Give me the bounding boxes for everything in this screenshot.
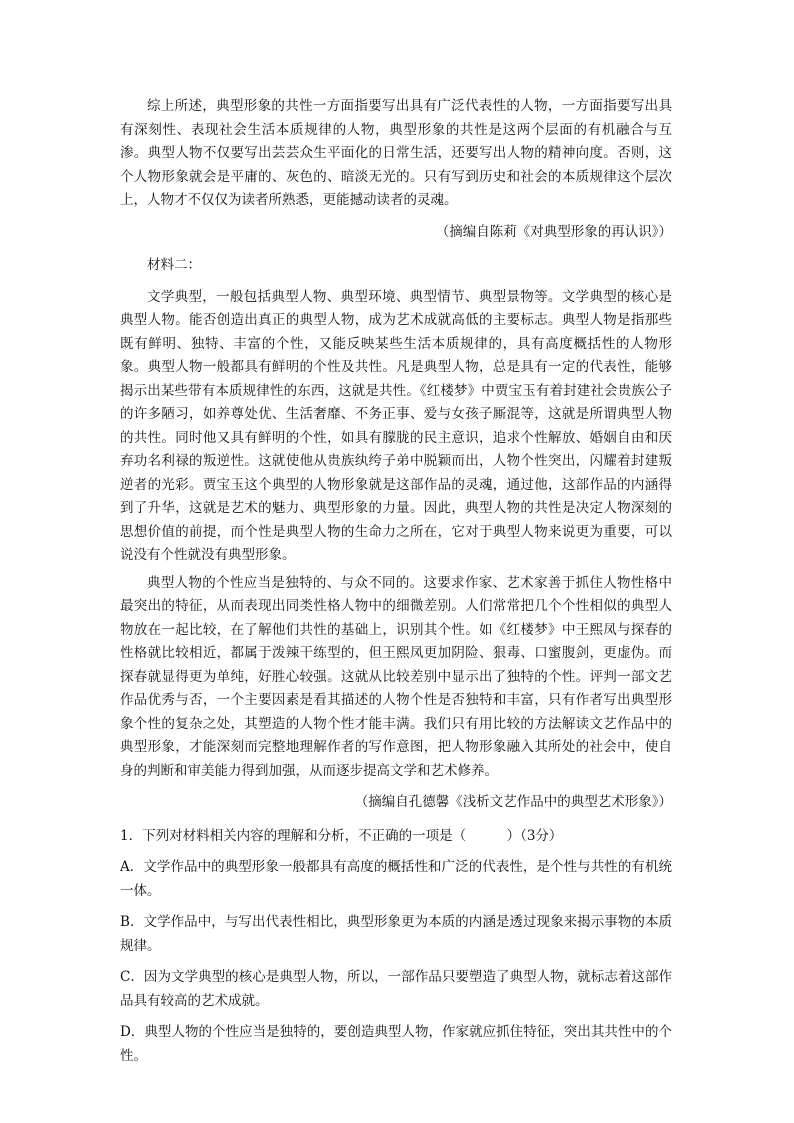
question-1-option-c: C．因为文学典型的核心是典型人物，所以，一部作品只要塑造了典型人物，就标志着这部作品具有较高的艺术成就。 [120,969,672,1009]
question-1-option-b: B．文学作品中，与写出代表性相比，典型形象更为本质的内涵是透过现象来揭示事物的本质规律。 [120,914,672,954]
material-2-paragraph-2: 典型人物的个性应当是独特的、与众不同的。这要求作家、艺术家善于抓住人物性格中最突出的特征，从而表现出同类性格人物中的细微差别。人们常常把几个个性相似的典型人物放在一起比较，在了解他们共性的基础上，识别其个性。如《红楼梦》中王熙凤与探春的性格就比较相近，都属于泼辣干练型的，但王熙凤更加阴险、狠毒、口蜜腹剑，更虚伪。而探春就显得更为单纯，好胜心较强。这就从比较差别中显示出了独特的个性。评判一部文艺作品优秀与否，一个主要因素是看其描述的人物个性是否独特和丰富，只有作者写出典型形象个性的复杂之处，其塑造的人物个性才能丰满。我们只有用比较的方法解读文艺作品中的典型形象，才能深刻而完整地理解作者的写作意图，把人物形象融入其所处的社会中，使自身的判断和审美能力得到加强，从而逐步提高文学和艺术修养。 [120,574,672,779]
source-citation-1: （摘编自陈莉《对典型形象的再认识》） [435,223,672,240]
document-page [120,95,672,1068]
material-2-label: 材料二： [147,257,201,273]
question-1-option-d: D．典型人物的个性应当是独特的，要创造典型人物，作家就应抓住特征，突出其共性中的个性。 [120,1024,672,1064]
material-2-paragraph-1: 文学典型，一般包括典型人物、典型环境、典型情节、典型景物等。文学典型的核心是典型人物。能否创造出真正的典型人物，成为艺术成就高低的主要标志。典型人物是指那些既有鲜明、独特、丰富的个性，又能反映某些生活本质规律的，具有高度概括性的人物形象。典型人物一般都具有鲜明的个性及共性。凡是典型人物，总是具有一定的代表性，能够揭示出某些带有本质规律性的东西，这就是共性。《红楼梦》中贾宝玉有着封建社会贵族公子的许多陋习，如养尊处优、生活奢靡、不务正事、爱与女孩子厮混等，这就是所谓典型人物的共性。同时他又具有鲜明的个性，如具有朦胧的民主意识，追求个性解放、婚姻自由和厌弃功名利禄的叛逆性。这就使他从贵族纨绔子弟中脱颖而出，人物个性突出，闪耀着封建叛逆者的光彩。贾宝玉这个典型的人物形象就是这部作品的灵魂，通过他，这部作品的内涵得到了升华，这就是艺术的魅力、典型形象的力量。因此，典型人物的共性是决定人物深刻的思想价值的前提，而个性是典型人物的生命力之所在，它对于典型人物来说更为重要，可以说没有个性就没有典型形象。 [120,288,672,563]
question-1-option-a: A．文学作品中的典型形象一般都具有高度的概括性和广泛的代表性，是个性与共性的有机统一体。 [120,859,672,899]
question-1-stem: 1．下列对材料相关内容的理解和分析，不正确的一项是（ ）（3分） [120,827,563,844]
source-citation-2: （摘编自孔德馨《浅析文艺作品中的典型艺术形象》） [354,794,672,810]
conclusion-paragraph: 综上所述，典型形象的共性一方面指要写出具有广泛代表性的人物，一方面指要写出具有深刻性、表现社会生活本质规律的人物，典型形象的共性是这两个层面的有机融合与互渗。典型人物不仅要写出芸芸众生平面化的日常生活，还要写出人物的精神向度。否则，这个人物形象就会是平庸的、灰色的、暗淡无光的。只有写到历史和社会的本质规律这个层次上，人物才不仅仅为读者所熟悉，更能撼动读者的灵魂。 [120,98,672,208]
